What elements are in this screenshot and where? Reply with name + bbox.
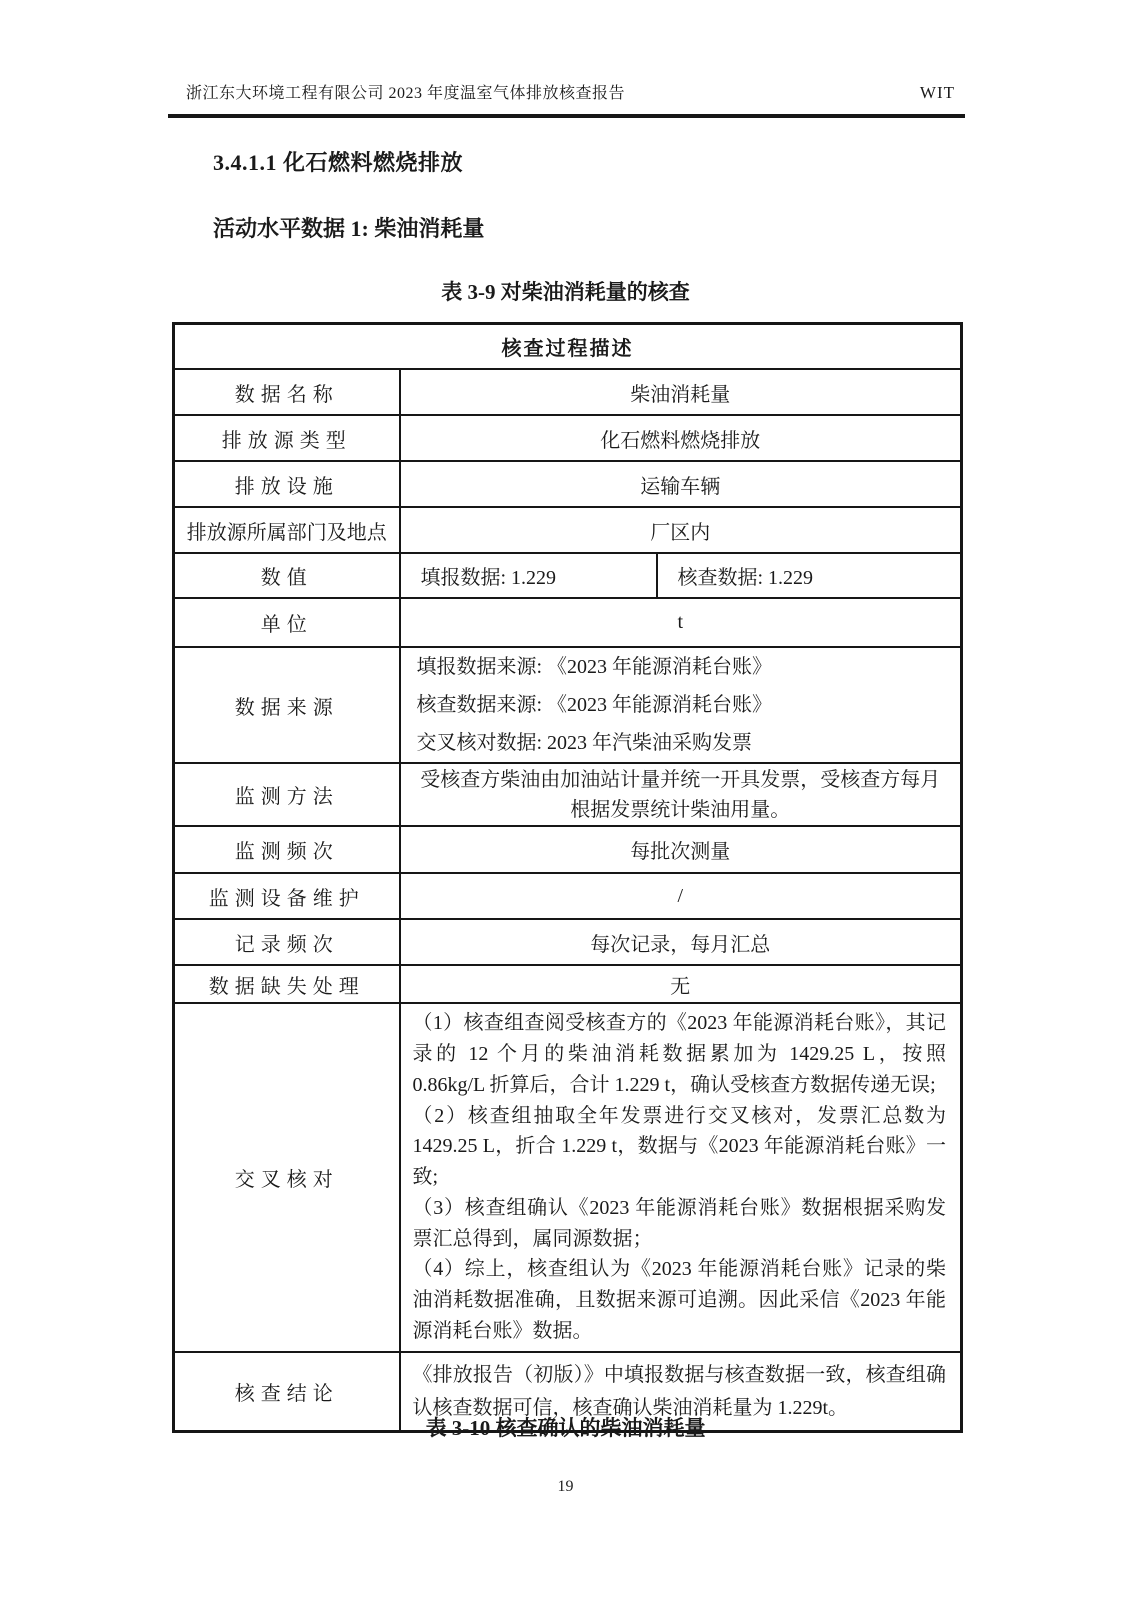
verified-value-cell: 核查数据: 1.229 bbox=[657, 553, 962, 598]
table-3-9-caption: 表 3-9 对柴油消耗量的核查 bbox=[441, 280, 690, 304]
cross-check-paragraph: （1）核查组查阅受核查方的《2023 年能源消耗台账》，其记录的 12 个月的柴油消耗数据累加为 1429.25 L，按照 0.86kg/L 折算后，合计 1.229 t，确认受核查方数据传递无误; bbox=[412, 1012, 946, 1096]
row-label-cell: 记录频次 bbox=[174, 919, 400, 965]
cross-check-cell bbox=[400, 1003, 962, 1352]
cross-check-paragraph: （3）核查组确认《2023 年能源消耗台账》数据根据采购发票汇总得到，属同源数据； bbox=[412, 1196, 946, 1250]
data-source-cell bbox=[400, 647, 962, 763]
conclusion-cell: 《排放报告（初版）》中填报数据与核查数据一致，核查组确认核查数据可信，核查确认柴油消耗量为 1.229t。 bbox=[400, 1352, 962, 1432]
table-row bbox=[174, 598, 962, 647]
row-value-cell: 受核查方柴油由加油站计量并统一开具发票，受核查方每月根据发票统计柴油用量。 bbox=[400, 763, 962, 826]
table-row bbox=[174, 763, 962, 826]
row-value-cell: 运输车辆 bbox=[400, 461, 962, 507]
table-row bbox=[174, 826, 962, 873]
row-label-cell: 数值 bbox=[174, 553, 400, 598]
table-row bbox=[174, 1003, 962, 1352]
row-value-cell: 无 bbox=[400, 965, 962, 1003]
row-label-cell: 交叉核对 bbox=[174, 1003, 400, 1352]
row-value-cell: t bbox=[400, 598, 962, 647]
row-label-cell: 核查结论 bbox=[174, 1352, 400, 1432]
table-row bbox=[174, 369, 962, 415]
section-subheading: 活动水平数据 1: 柴油消耗量 bbox=[213, 216, 485, 241]
row-value-cell: 每次记录，每月汇总 bbox=[400, 919, 962, 965]
reported-value-cell: 填报数据: 1.229 bbox=[400, 553, 657, 598]
row-label-cell: 数据名称 bbox=[174, 369, 400, 415]
row-value-cell: 化石燃料燃烧排放 bbox=[400, 415, 962, 461]
table-row bbox=[174, 507, 962, 553]
row-label-cell: 排放源所属部门及地点 bbox=[174, 507, 400, 553]
data-source-line: 填报数据来源: 《2023 年能源消耗台账》 bbox=[416, 656, 773, 678]
row-label-cell: 排放源类型 bbox=[174, 415, 400, 461]
header-divider bbox=[168, 114, 965, 118]
table-row bbox=[174, 415, 962, 461]
row-label-cell: 排放设施 bbox=[174, 461, 400, 507]
page-header bbox=[168, 80, 965, 103]
cross-check-paragraph: （2）核查组抽取全年发票进行交叉核对，发票汇总数为 1429.25 L，折合 1.229 t，数据与《2023 年能源消耗台账》一致; bbox=[412, 1104, 946, 1189]
row-label-cell: 监测频次 bbox=[174, 826, 400, 873]
table-row bbox=[174, 461, 962, 507]
section-heading: 3.4.1.1 化石燃料燃烧排放 bbox=[213, 150, 464, 175]
row-label-cell: 数据来源 bbox=[174, 647, 400, 763]
header-logo: WIT bbox=[919, 83, 955, 102]
table-row bbox=[174, 919, 962, 965]
row-value-cell: 每批次测量 bbox=[400, 826, 962, 873]
table-row bbox=[174, 324, 962, 370]
cross-check-paragraph: （4）综上，核查组认为《2023 年能源消耗台账》记录的柴油消耗数据准确，且数据来源可追溯。因此采信《2023 年能源消耗台账》数据。 bbox=[412, 1258, 946, 1343]
table-row bbox=[174, 647, 962, 763]
data-source-line: 核查数据来源: 《2023 年能源消耗台账》 bbox=[416, 694, 773, 716]
row-label-cell: 单位 bbox=[174, 598, 400, 647]
table-row bbox=[174, 965, 962, 1003]
row-label-cell: 监测设备维护 bbox=[174, 873, 400, 919]
row-value-cell: 厂区内 bbox=[400, 507, 962, 553]
row-value-cell: / bbox=[400, 873, 962, 919]
table-row bbox=[174, 553, 962, 598]
table-3-10-caption: 表 3-10 核查确认的柴油消耗量 bbox=[425, 1416, 706, 1440]
row-label-cell: 监测方法 bbox=[174, 763, 400, 826]
row-label-cell: 数据缺失处理 bbox=[174, 965, 400, 1003]
page-number: 19 bbox=[557, 1478, 574, 1495]
verification-table bbox=[172, 322, 963, 1433]
row-value-cell: 柴油消耗量 bbox=[400, 369, 962, 415]
report-title: 浙江东大环境工程有限公司 2023 年度温室气体排放核查报告 bbox=[186, 85, 626, 102]
table-header-cell: 核查过程描述 bbox=[174, 324, 962, 370]
data-source-line: 交叉核对数据: 2023 年汽柴油采购发票 bbox=[416, 732, 753, 754]
table-row bbox=[174, 873, 962, 919]
